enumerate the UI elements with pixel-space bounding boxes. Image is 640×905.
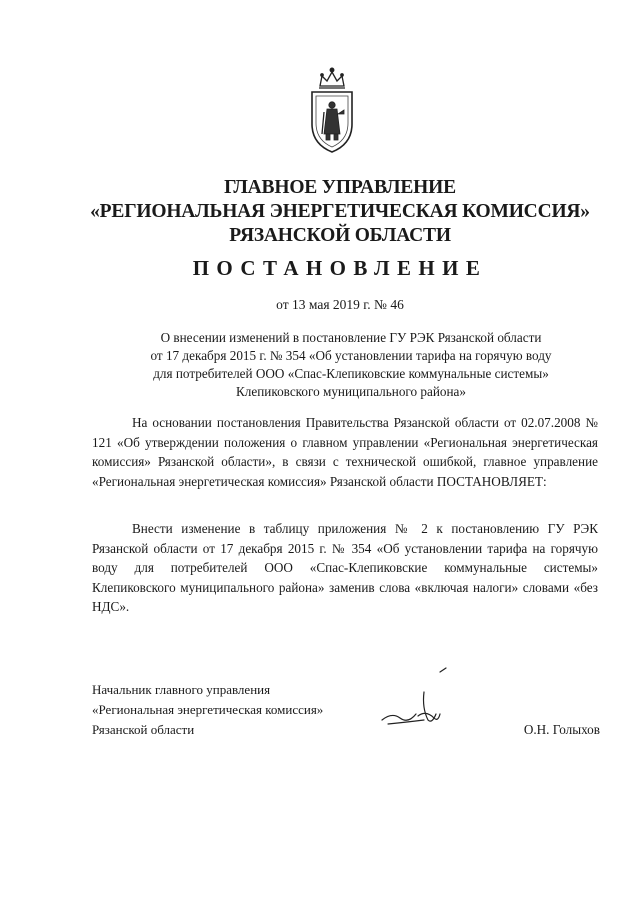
authority-title-line-3: РЯЗАНСКОЙ ОБЛАСТИ [229,225,451,246]
signatory-position-line: «Региональная энергетическая комиссия» [92,702,324,717]
document-type-title: ПОСТАНОВЛЕНИЕ [192,256,488,280]
signatory-position [92,680,323,740]
authority-title-line-1: ГЛАВНОЕ УПРАВЛЕНИЕ [224,177,456,198]
subject-line: от 17 декабря 2015 г. № 354 «Об установлении тарифа на горячую воду [150,348,552,363]
decree-date-number: от 13 мая 2019 г. № 46 [276,297,404,312]
signatory-position-line: Рязанской области [92,722,195,737]
signatory-name: О.Н. Голыхов [523,722,600,737]
body-paragraph-resolution: Внести изменение в таблицу приложения № 2 к постановлению ГУ РЭК Рязанской области от 17 декабря 2015 г. № 354 «Об установлении тарифа на горячую воду для потребителей ООО «Спас-Клепиковские коммунальные системы» Клепиковского муниципального района» заменив слова «включая налоги» словами «без НДС». [92,521,598,614]
authority-title-line-2: «РЕГИОНАЛЬНАЯ ЭНЕРГЕТИЧЕСКАЯ КОМИССИЯ» [90,201,590,222]
decree-subject [92,329,610,401]
signatory-position-line: Начальник главного управления [92,682,271,697]
body-paragraph-basis: На основании постановления Правительства Рязанской области от 02.07.2008 № 121 «Об утверждении положения о главном управлении «Региональная энергетическая комиссия» Рязанской области», в связи с технической ошибкой, главное управление «Региональная энергетическая комиссия» Рязанской области ПОСТАНОВЛЯЕТ: [92,415,598,489]
subject-line: Клепиковского муниципального района» [236,384,466,399]
subject-line: О внесении изменений в постановление ГУ РЭК Рязанской области [160,330,542,345]
subject-line: для потребителей ООО «Спас-Клепиковские коммунальные системы» [153,366,549,381]
handwritten-signature [378,662,458,732]
coat-of-arms-icon [300,66,364,154]
